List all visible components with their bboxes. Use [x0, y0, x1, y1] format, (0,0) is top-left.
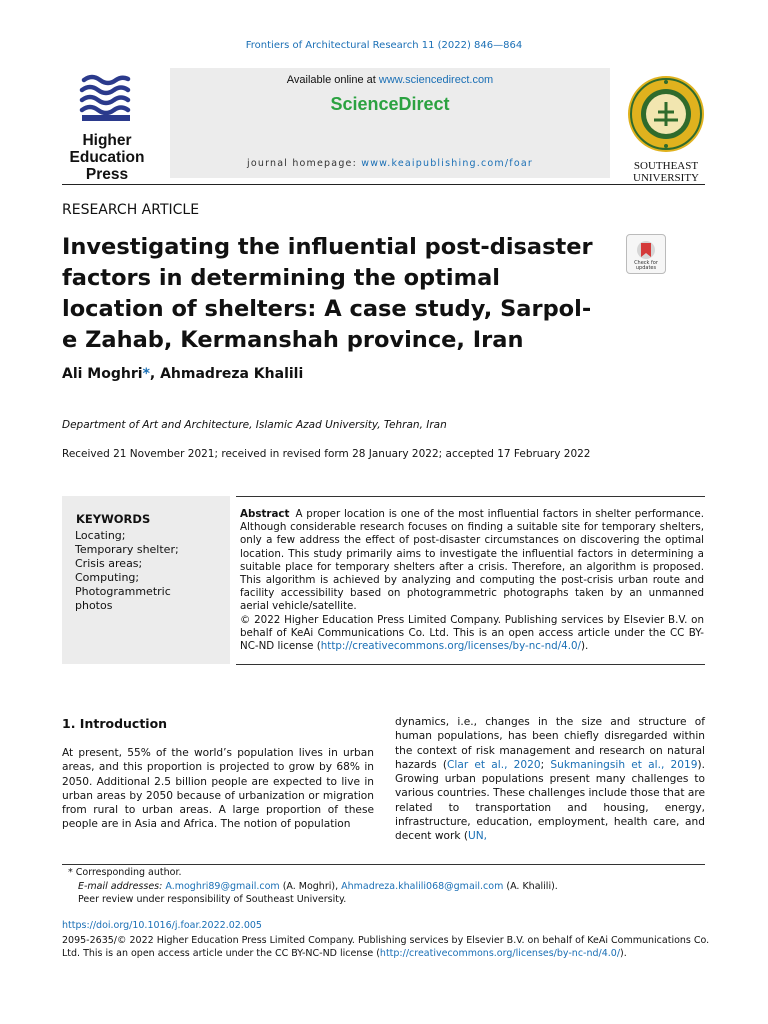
license-text: 2095-2635/© 2022 Higher Education Press Limited Company. Publishing services by Elsevier B.V. on behalf of KeAi Communications Co. Ltd. This is an open access article under the CC BY-NC-ND license ( — [62, 935, 710, 959]
university-seal-icon — [626, 74, 706, 154]
abstract-top-rule — [236, 496, 705, 497]
journal-homepage — [170, 158, 610, 169]
keyword-item: photos — [75, 599, 113, 612]
author-name: , Ahmadreza Khalili — [149, 366, 304, 382]
email-owner: (A. Khalili). — [503, 880, 558, 892]
press-name-line: Education — [69, 149, 145, 166]
affiliation: Department of Art and Architecture, Islamic Azad University, Tehran, Iran — [62, 419, 447, 431]
check-updates-label: Check for updates — [634, 260, 658, 271]
license-close: ). — [620, 948, 627, 959]
homepage-prefix: journal homepage: — [247, 158, 362, 169]
abstract-bottom-rule — [236, 664, 705, 665]
doi-link[interactable]: https://doi.org/10.1016/j.foar.2022.02.005 — [62, 920, 262, 931]
check-for-updates-badge[interactable] — [626, 234, 666, 274]
article-dates: Received 21 November 2021; received in revised form 28 January 2022; accepted 17 February 2022 — [62, 448, 591, 460]
available-online — [170, 74, 610, 86]
license-link[interactable]: http://creativecommons.org/licenses/by-nc-nd/4.0/ — [379, 948, 621, 959]
intro-right-column — [395, 715, 705, 844]
citation-link[interactable]: UN, — [467, 830, 488, 843]
abstract-license-link[interactable]: http://creativecommons.org/licenses/by-nc-nd/4.0/ — [320, 640, 581, 653]
peer-review-note: Peer review under responsibility of Southeast University. — [78, 894, 347, 905]
press-name — [62, 132, 152, 183]
citation-separator: ; — [540, 758, 551, 771]
abstract-label: Abstract — [240, 508, 290, 520]
abstract-close: ). — [581, 640, 589, 653]
footnote-divider — [62, 864, 705, 865]
email-link[interactable]: A.moghri89@gmail.com — [165, 880, 280, 892]
available-prefix: Available online at — [286, 74, 379, 86]
paper-title: Investigating the influential post-disaster factors in determining the optimal location of shelters: A case study, Sarpol-e Zahab, Kermanshah province, Iran — [62, 234, 593, 353]
book-waves-icon — [62, 70, 152, 124]
keywords-box — [62, 496, 230, 664]
university-name-line: SOUTHEAST — [633, 160, 699, 172]
abstract-copyright: © 2022 Higher Education Press Limited Company. Publishing services by Elsevier B.V. on behalf of KeAi Communications Co. Ltd. This is an open access article under the CC BY-NC-ND license ( — [240, 613, 704, 653]
corresponding-author-note: * Corresponding author. — [68, 867, 182, 878]
higher-education-press-logo — [62, 70, 152, 183]
license-statement — [62, 934, 712, 960]
university-name-line: UNIVERSITY — [633, 172, 699, 184]
homepage-link[interactable]: www.keaipublishing.com/foar — [361, 158, 533, 169]
sciencedirect-brand: ScienceDirect — [330, 94, 450, 114]
sciencedirect-link[interactable]: www.sciencedirect.com — [378, 74, 494, 86]
citation-link[interactable]: Sukmaningsih et al., 2019 — [550, 758, 698, 771]
journal-banner — [170, 68, 610, 178]
keyword-item: Temporary shelter; — [75, 543, 179, 556]
southeast-university-logo — [626, 74, 706, 184]
intro-text: dynamics, i.e., changes in the size and structure of human populations, has been chiefly disregarded within the context of risk management and research on natural hazards ( — [395, 716, 705, 771]
footnote — [68, 866, 558, 907]
keywords-list — [75, 529, 179, 613]
keyword-item: Crisis areas; — [75, 557, 143, 570]
keyword-item: Locating; — [75, 529, 126, 542]
abstract-text: A proper location is one of the most influential factors in shelter performance. Although considerable research focuses on finding a suitable site for temporary shelters, only a few address the effect of post-disaster circumstances on discovering the optimal location. This study primarily aims to investigate the influential factors in determining a suitable place for temporary shelters after a crisis. Therefore, an algorithm is proposed. This algorithm is achieved by analyzing and computing the post-crisis urban route and facility accessibility based on photogrammetric photographs taken by an unmanned aerial vehicle/satellite. — [240, 508, 704, 613]
article-type: RESEARCH ARTICLE — [62, 202, 200, 218]
citation-link[interactable]: Clar et al., 2020 — [447, 758, 541, 771]
corresponding-author-marker[interactable]: * — [142, 366, 150, 382]
university-name — [626, 160, 706, 184]
press-name-line: Press — [85, 166, 129, 183]
keyword-item: Computing; — [75, 571, 140, 584]
email-link[interactable]: Ahmadreza.khalili068@gmail.com — [341, 880, 504, 892]
email-line — [68, 880, 558, 894]
journal-reference[interactable]: Frontiers of Architectural Research 11 (2022) 846—864 — [245, 40, 523, 51]
email-label: E-mail addresses: — [78, 880, 163, 892]
section-heading: 1. Introduction — [62, 716, 168, 731]
author-name: Ali Moghri — [62, 366, 143, 382]
keywords-heading: KEYWORDS — [76, 512, 151, 526]
press-name-line: Higher — [82, 132, 132, 149]
abstract — [240, 508, 704, 653]
email-owner: (A. Moghri), — [279, 880, 342, 892]
intro-left-column: At present, 55% of the world’s population lives in urban areas, and this proportion is projected to grow by 68% in 2050. Additional 2.5 billion people are expected to live in urban areas by 2050 because of urbanization or migration from rural to urban areas. A large proportion of these people are in Asia and Africa. The notion of population — [62, 747, 374, 831]
intro-text: ). Growing urban populations present many challenges to various countries. These challenges include those that are related to transportation and housing, energy, infrastructure, education, employment, health care, and decent work ( — [395, 758, 706, 843]
keyword-item: Photogrammetric — [75, 585, 171, 598]
author-list — [62, 366, 303, 382]
header-divider — [62, 184, 705, 185]
